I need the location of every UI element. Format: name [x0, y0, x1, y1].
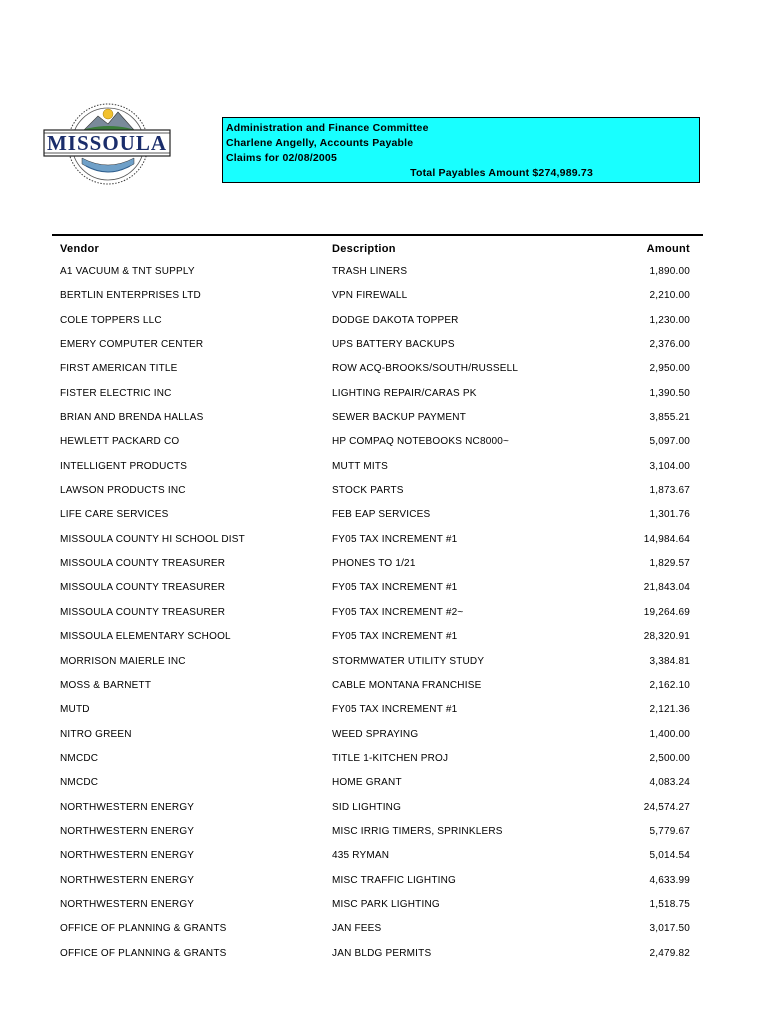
- table-row: [0, 800, 770, 824]
- amount-column-header: Amount: [646, 243, 690, 255]
- table-row: [0, 361, 770, 385]
- amount-cell: 3,855.21: [649, 412, 690, 424]
- description-cell: STOCK PARTS: [332, 485, 404, 497]
- vendor-cell: NMCDC: [60, 777, 99, 789]
- table-row: [0, 288, 770, 312]
- description-cell: FY05 TAX INCREMENT #1: [332, 533, 458, 545]
- amount-cell: 1,390.50: [649, 387, 690, 399]
- vendor-column-header: Vendor: [60, 243, 100, 255]
- description-cell: CABLE MONTANA FRANCHISE: [332, 679, 482, 691]
- description-cell: VPN FIREWALL: [332, 290, 408, 302]
- amount-cell: 5,014.54: [649, 850, 690, 862]
- vendor-cell: INTELLIGENT PRODUCTS: [60, 460, 188, 472]
- amount-cell: 4,083.24: [649, 777, 690, 789]
- amount-cell: 5,779.67: [649, 825, 690, 837]
- vendor-cell: NORTHWESTERN ENERGY: [60, 898, 195, 910]
- amount-cell: 3,384.81: [649, 655, 690, 667]
- table-row: [0, 824, 770, 848]
- table-row: [0, 921, 770, 945]
- prepared-by: Charlene Angelly, Accounts Payable: [226, 137, 414, 149]
- amount-cell: 2,376.00: [649, 339, 690, 351]
- description-cell: HP COMPAQ NOTEBOOKS NC8000~: [332, 436, 510, 448]
- description-cell: ROW ACQ-BROOKS/SOUTH/RUSSELL: [332, 363, 519, 375]
- vendor-cell: MISSOULA COUNTY TREASURER: [60, 606, 226, 618]
- amount-cell: 1,400.00: [649, 728, 690, 740]
- vendor-cell: OFFICE OF PLANNING & GRANTS: [60, 947, 227, 959]
- vendor-cell: FISTER ELECTRIC INC: [60, 387, 172, 399]
- table-row: [0, 605, 770, 629]
- description-cell: WEED SPRAYING: [332, 728, 419, 740]
- table-row: [0, 507, 770, 531]
- vendor-cell: HEWLETT PACKARD CO: [60, 436, 180, 448]
- description-cell: FY05 TAX INCREMENT #1: [332, 582, 458, 594]
- table-row: [0, 580, 770, 604]
- table-row: [0, 264, 770, 288]
- description-cell: SID LIGHTING: [332, 801, 402, 813]
- description-cell: LIGHTING REPAIR/CARAS PK: [332, 387, 477, 399]
- amount-cell: 14,984.64: [643, 533, 690, 545]
- vendor-cell: NORTHWESTERN ENERGY: [60, 825, 195, 837]
- vendor-cell: MUTD: [60, 704, 90, 716]
- description-cell: 435 RYMAN: [332, 850, 390, 862]
- amount-cell: 5,097.00: [649, 436, 690, 448]
- description-cell: JAN BLDG PERMITS: [332, 947, 432, 959]
- vendor-cell: OFFICE OF PLANNING & GRANTS: [60, 923, 227, 935]
- vendor-cell: MISSOULA COUNTY HI SCHOOL DIST: [60, 533, 245, 545]
- description-cell: FY05 TAX INCREMENT #2~: [332, 606, 464, 618]
- table-row: [0, 775, 770, 799]
- description-cell: STORMWATER UTILITY STUDY: [332, 655, 485, 667]
- table-row: [0, 556, 770, 580]
- vendor-cell: NORTHWESTERN ENERGY: [60, 874, 195, 886]
- payables-table: [0, 264, 770, 970]
- amount-cell: 28,320.91: [643, 631, 690, 643]
- description-cell: TITLE 1-KITCHEN PROJ: [332, 752, 449, 764]
- description-column-header: Description: [332, 243, 396, 255]
- vendor-cell: MISSOULA COUNTY TREASURER: [60, 558, 226, 570]
- amount-cell: 3,104.00: [649, 460, 690, 472]
- description-cell: MISC IRRIG TIMERS, SPRINKLERS: [332, 825, 503, 837]
- amount-cell: 4,633.99: [649, 874, 690, 886]
- table-row: [0, 727, 770, 751]
- description-cell: HOME GRANT: [332, 777, 402, 789]
- description-cell: UPS BATTERY BACKUPS: [332, 339, 455, 351]
- vendor-cell: MISSOULA COUNTY TREASURER: [60, 582, 226, 594]
- description-cell: TRASH LINERS: [332, 266, 408, 277]
- vendor-cell: A1 VACUUM & TNT SUPPLY: [60, 266, 195, 277]
- description-cell: MISC TRAFFIC LIGHTING: [332, 874, 457, 886]
- vendor-cell: NMCDC: [60, 752, 99, 764]
- vendor-cell: BRIAN AND BRENDA HALLAS: [60, 412, 204, 424]
- vendor-cell: FIRST AMERICAN TITLE: [60, 363, 178, 375]
- amount-cell: 24,574.27: [643, 801, 690, 813]
- table-row: [0, 751, 770, 775]
- description-cell: DODGE DAKOTA TOPPER: [332, 314, 459, 326]
- vendor-cell: COLE TOPPERS LLC: [60, 314, 162, 326]
- amount-cell: 21,843.04: [643, 582, 690, 594]
- table-row: [0, 459, 770, 483]
- description-cell: SEWER BACKUP PAYMENT: [332, 412, 467, 424]
- table-row: [0, 654, 770, 678]
- description-cell: MISC PARK LIGHTING: [332, 898, 440, 910]
- amount-cell: 2,950.00: [649, 363, 690, 375]
- table-row: [0, 946, 770, 970]
- vendor-cell: BERTLIN ENTERPRISES LTD: [60, 290, 201, 302]
- table-row: [0, 337, 770, 361]
- table-row: [0, 873, 770, 897]
- amount-cell: 19,264.69: [643, 606, 690, 618]
- claims-date: Claims for 02/08/2005: [226, 152, 338, 164]
- vendor-cell: NITRO GREEN: [60, 728, 132, 740]
- header-rule: [52, 234, 703, 236]
- table-row: [0, 386, 770, 410]
- total-payables: Total Payables Amount $274,989.73: [410, 167, 593, 179]
- table-row: [0, 897, 770, 921]
- table-row: [0, 678, 770, 702]
- amount-cell: 2,500.00: [649, 752, 690, 764]
- table-row: [0, 532, 770, 556]
- amount-cell: 1,873.67: [649, 485, 690, 497]
- table-row: [0, 313, 770, 337]
- table-row: [0, 410, 770, 434]
- vendor-cell: MORRISON MAIERLE INC: [60, 655, 186, 667]
- amount-cell: 2,162.10: [649, 679, 690, 691]
- logo-wordmark: MISSOULA: [46, 131, 168, 155]
- amount-cell: 3,017.50: [649, 923, 690, 935]
- description-cell: PHONES TO 1/21: [332, 558, 416, 570]
- table-row: [0, 702, 770, 726]
- committee-name: Administration and Finance Committee: [226, 122, 429, 134]
- amount-cell: 1,890.00: [649, 266, 690, 277]
- table-row: [0, 848, 770, 872]
- description-cell: MUTT MITS: [332, 460, 389, 472]
- description-cell: FEB EAP SERVICES: [332, 509, 431, 521]
- amount-cell: 1,230.00: [649, 314, 690, 326]
- amount-cell: 1,518.75: [649, 898, 690, 910]
- amount-cell: 2,210.00: [649, 290, 690, 302]
- table-row: [0, 483, 770, 507]
- vendor-cell: LAWSON PRODUCTS INC: [60, 485, 186, 497]
- report-header: [222, 117, 700, 183]
- amount-cell: 1,829.57: [649, 558, 690, 570]
- missoula-logo: [42, 100, 172, 188]
- vendor-cell: EMERY COMPUTER CENTER: [60, 339, 204, 351]
- table-row: [0, 434, 770, 458]
- amount-cell: 2,479.82: [649, 947, 690, 959]
- vendor-cell: MOSS & BARNETT: [60, 679, 152, 691]
- description-cell: FY05 TAX INCREMENT #1: [332, 631, 458, 643]
- vendor-cell: NORTHWESTERN ENERGY: [60, 850, 195, 862]
- table-row: [0, 629, 770, 653]
- vendor-cell: LIFE CARE SERVICES: [60, 509, 169, 521]
- description-cell: JAN FEES: [332, 923, 382, 935]
- amount-cell: 1,301.76: [649, 509, 690, 521]
- amount-cell: 2,121.36: [649, 704, 690, 716]
- description-cell: FY05 TAX INCREMENT #1: [332, 704, 458, 716]
- vendor-cell: MISSOULA ELEMENTARY SCHOOL: [60, 631, 231, 643]
- vendor-cell: NORTHWESTERN ENERGY: [60, 801, 195, 813]
